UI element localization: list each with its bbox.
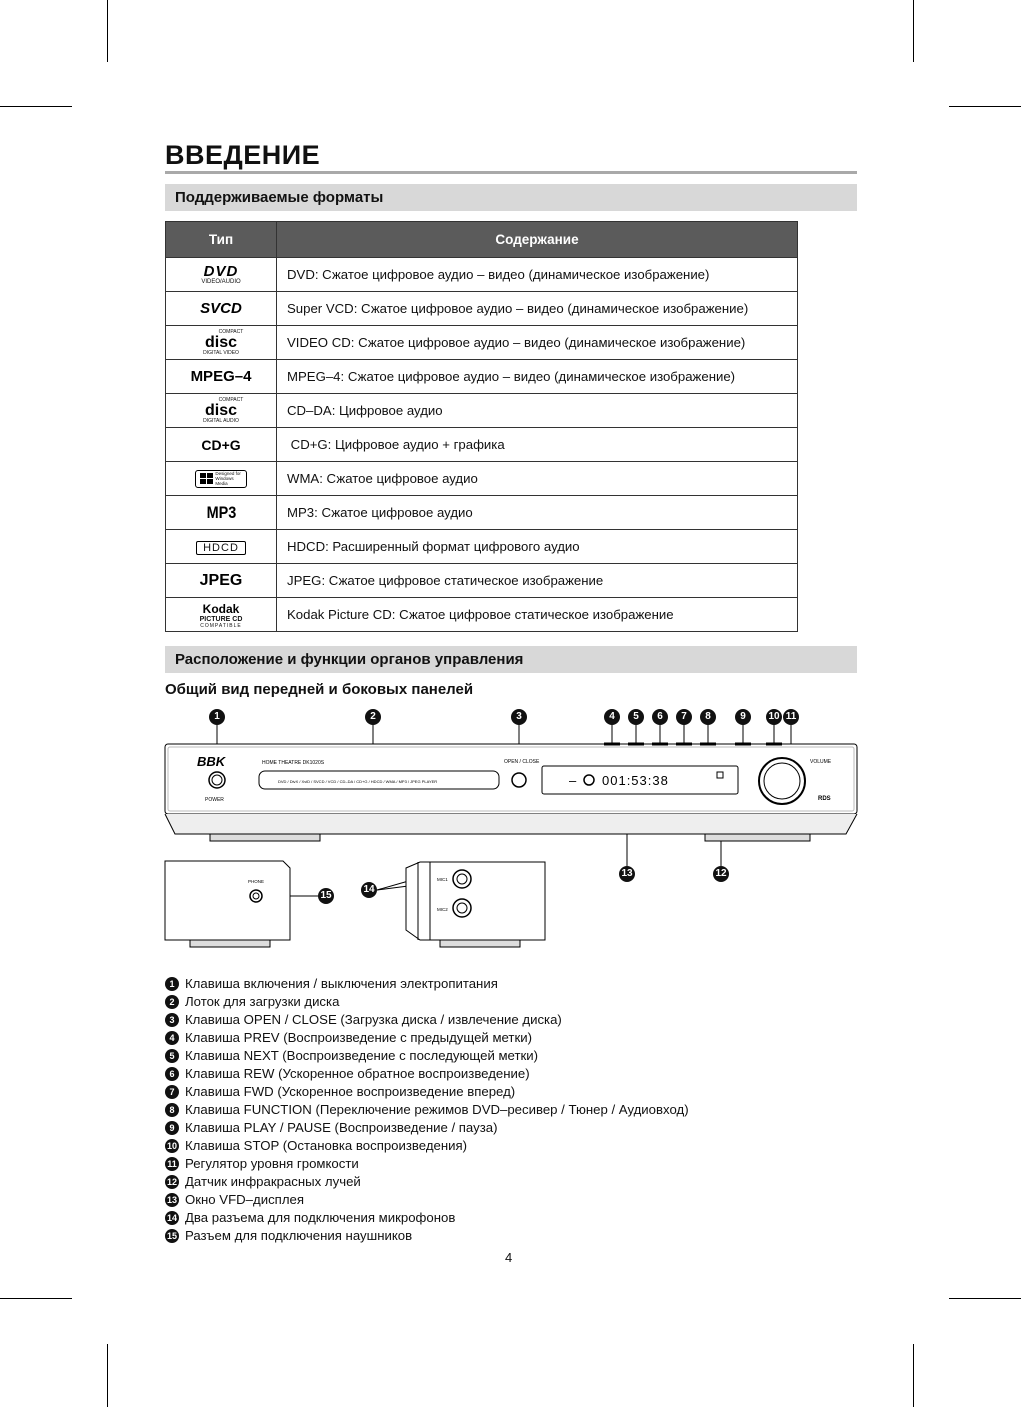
rds-label: RDS xyxy=(818,796,831,802)
volume-label: VOLUME xyxy=(810,759,832,765)
callout-4: 4 xyxy=(604,709,620,725)
controls-legend xyxy=(165,975,689,1245)
legend-item: 5 Клавиша NEXT (Воспроизведение с последующей метки) xyxy=(165,1047,689,1065)
callout-3: 3 xyxy=(511,709,527,725)
mpeg4-logo: MPEG–4 xyxy=(166,360,277,394)
legend-item: 13 Окно VFD–дисплея xyxy=(166,1192,304,1207)
mp3-logo: MP3 xyxy=(166,496,277,530)
row-desc: JPEG: Сжатое цифровое статическое изображение xyxy=(277,564,798,598)
legend-item: 15 Разъем для подключения наушников xyxy=(166,1228,413,1243)
legend-item: 4 Клавиша PREV (Воспроизведение с предыдущей метки) xyxy=(165,1029,689,1047)
callout-11: 11 xyxy=(783,709,799,725)
compact-disc-video-logo: COMPACT disc DIGITAL VIDEO xyxy=(166,326,277,360)
legend-item: 14 Два разъема для подключения микрофонов xyxy=(166,1210,456,1225)
row-desc: DVD: Сжатое цифровое аудио – видео (динамическое изображение) xyxy=(277,258,798,292)
mic2-label: MIC2 xyxy=(437,907,448,912)
legend-item: 8 Клавиша FUNCTION (Переключение режимов DVD–ресивер / Тюнер / Аудиовход) xyxy=(165,1101,689,1119)
row-desc: VIDEO CD: Сжатое цифровое аудио – видео (динамическое изображение) xyxy=(277,326,798,360)
legend-item: 2 Лоток для загрузки диска xyxy=(165,993,689,1011)
callout-6: 6 xyxy=(652,709,668,725)
power-label: POWER xyxy=(205,797,224,803)
callout-15: 15 xyxy=(318,888,334,904)
legend-item: 9 Клавиша PLAY / PAUSE (Воспроизведение / пауза) xyxy=(165,1119,689,1137)
legend-item: 7 Клавиша FWD (Ускоренное воспроизведение вперед) xyxy=(165,1083,689,1101)
kodak-logo: Kodak PICTURE CD COMPATIBLE xyxy=(166,598,277,632)
jpeg-logo: JPEG xyxy=(166,564,277,598)
svg-text:–: – xyxy=(569,773,577,788)
vfd-display-text: 001:53:38 xyxy=(602,773,669,788)
row-desc: Super VCD: Сжатое цифровое аудио – видео (динамическое изображение) xyxy=(277,292,798,326)
tray-formats-label: DVD / DivX / XviD / SVCD / VCD / CD–DA / CD+G / HDCD / WMA / MP3 / JPEG PLAYER xyxy=(278,779,438,784)
legend-item: 6 Клавиша REW (Ускоренное обратное воспроизведение) xyxy=(165,1065,689,1083)
callout-5: 5 xyxy=(628,709,644,725)
row-desc: HDCD: Расширенный формат цифрового аудио xyxy=(277,530,798,564)
col-type-header: Тип xyxy=(166,222,277,258)
callout-2: 2 xyxy=(365,709,381,725)
callout-12: 12 xyxy=(713,866,729,882)
dvd-logo: DVD VIDEO/AUDIO xyxy=(166,258,277,292)
callout-7: 7 xyxy=(676,709,692,725)
callout-8: 8 xyxy=(700,709,716,725)
panels-subheading: Общий вид передней и боковых панелей xyxy=(165,681,474,698)
callout-10: 10 xyxy=(766,709,782,725)
callout-13: 13 xyxy=(619,866,635,882)
legend-item: 10 Клавиша STOP (Остановка воспроизведения) xyxy=(166,1138,468,1153)
legend-item: 11 Регулятор уровня громкости xyxy=(165,1155,689,1173)
callout-9: 9 xyxy=(735,709,751,725)
legend-item: 1 Клавиша включения / выключения электропитания xyxy=(165,975,689,993)
svcd-logo: SVCD xyxy=(166,292,277,326)
phone-label: PHONE xyxy=(248,879,265,884)
compact-disc-audio-logo: COMPACT disc DIGITAL AUDIO xyxy=(166,394,277,428)
col-content-header: Содержание xyxy=(277,222,798,258)
row-desc: WMA: Сжатое цифровое аудио xyxy=(277,462,798,496)
mic1-label: MIC1 xyxy=(437,877,448,882)
hdcd-logo: HDCD xyxy=(166,530,277,564)
page-number: 4 xyxy=(505,1250,513,1265)
section-formats-label: Поддерживаемые форматы xyxy=(175,189,384,206)
row-desc: MP3: Сжатое цифровое аудио xyxy=(277,496,798,530)
row-desc: CD+G: Цифровое аудио + графика xyxy=(277,428,798,462)
legend-item: 3 Клавиша OPEN / CLOSE (Загрузка диска / извлечение диска) xyxy=(165,1011,689,1029)
windows-media-logo: Designed for Windows Media xyxy=(166,462,277,496)
row-desc: CD–DA: Цифровое аудио xyxy=(277,394,798,428)
open-close-label: OPEN / CLOSE xyxy=(504,759,540,765)
callout-1: 1 xyxy=(209,709,225,725)
section-controls-label: Расположение и функции органов управления xyxy=(175,651,524,668)
page-title: ВВЕДЕНИЕ xyxy=(165,140,321,170)
row-desc: Kodak Picture CD: Сжатое цифровое статическое изображение xyxy=(277,598,798,632)
legend-item: 12 Датчик инфракрасных лучей xyxy=(166,1174,361,1189)
callout-14: 14 xyxy=(361,882,377,898)
cdg-logo: CD+G xyxy=(166,428,277,462)
model-label: HOME THEATRE DK1020S xyxy=(262,760,325,766)
brand-logo: BBK xyxy=(197,754,226,769)
row-desc: MPEG–4: Сжатое цифровое аудио – видео (динамическое изображение) xyxy=(277,360,798,394)
